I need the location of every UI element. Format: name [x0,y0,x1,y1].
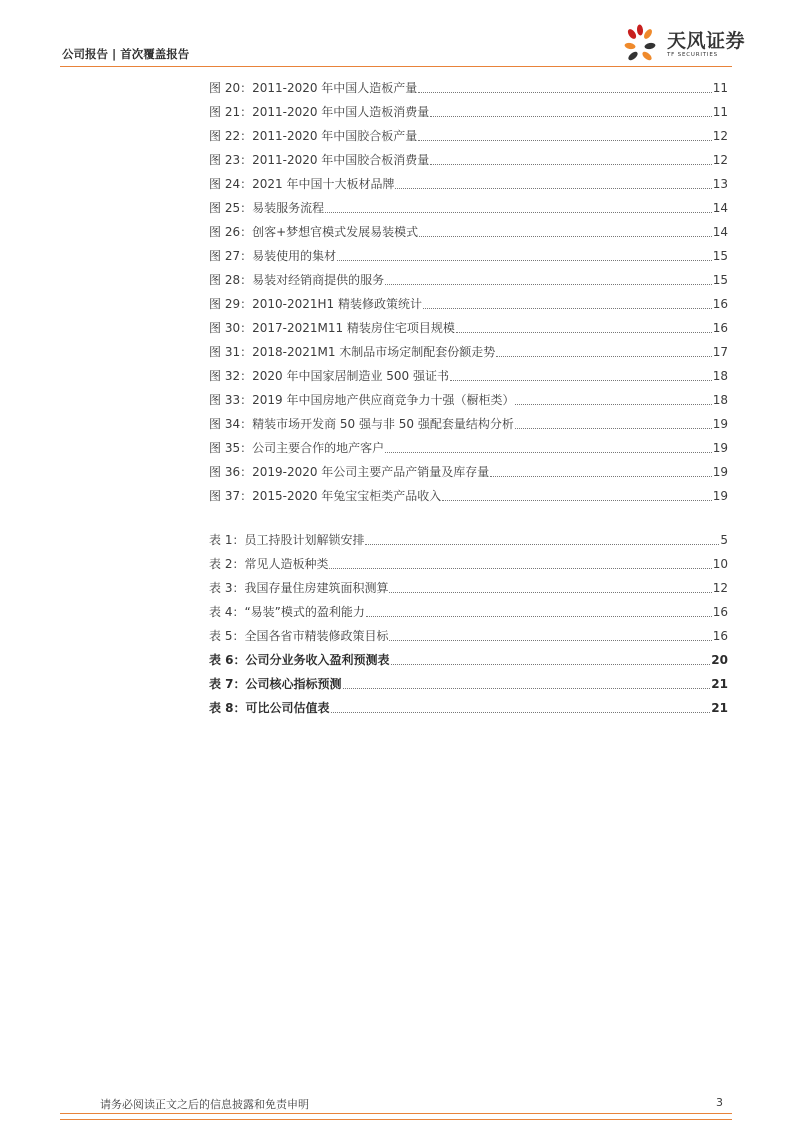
dot-leader [430,115,711,117]
page-number: 3 [716,1096,723,1109]
figure-toc-entry[interactable] [209,316,728,340]
figure-toc-page: 16 [712,321,728,335]
dot-leader [329,567,711,569]
dot-leader [450,379,712,381]
table-toc-page: 21 [711,701,728,715]
dot-leader [456,331,712,333]
dot-leader [385,451,712,453]
figure-toc-title: 图 29：2010-2021H1 精装修政策统计 [209,297,422,311]
figure-toc-entry[interactable] [209,388,728,412]
figure-toc-page: 18 [712,393,728,407]
dot-leader [385,283,712,285]
figure-toc-title: 图 27：易装使用的集材 [209,249,337,263]
figure-toc-title: 图 25：易装服务流程 [209,201,325,215]
petal-logo-icon [622,24,666,68]
figure-toc-page: 11 [712,81,728,95]
figure-toc-entry[interactable] [209,340,728,364]
table-toc-entry[interactable] [209,672,728,696]
table-toc-title: 表 8：可比公司估值表 [209,701,330,715]
figure-toc-page: 19 [712,417,728,431]
figure-toc-page: 12 [712,129,728,143]
dot-leader [430,163,711,165]
table-toc-title: 表 3：我国存量住房建筑面积测算 [209,581,389,595]
dot-leader [337,259,712,261]
table-index-list [209,528,728,720]
figure-toc-title: 图 23：2011-2020 年中国胶合板消费量 [209,153,430,167]
figure-toc-page: 15 [712,249,728,263]
header-divider [60,66,732,67]
figure-toc-title: 图 26：创客+梦想官模式发展易装模式 [209,225,419,239]
figure-toc-entry[interactable] [209,268,728,292]
figure-toc-page: 14 [712,225,728,239]
table-toc-page: 16 [712,605,728,619]
table-toc-title: 表 4：“易装”模式的盈利能力 [209,605,365,619]
dot-leader [418,139,711,141]
table-toc-entry[interactable] [209,600,728,624]
figure-toc-entry[interactable] [209,364,728,388]
dot-leader [395,187,711,189]
figure-toc-page: 19 [712,441,728,455]
figure-toc-page: 17 [712,345,728,359]
figure-toc-entry[interactable] [209,292,728,316]
figure-toc-page: 19 [712,465,728,479]
figure-toc-entry[interactable] [209,436,728,460]
figure-toc-entry[interactable] [209,76,728,100]
figure-toc-entry[interactable] [209,460,728,484]
dot-leader [343,687,711,689]
dot-leader [423,307,712,309]
figure-toc-title: 图 20：2011-2020 年中国人造板产量 [209,81,418,95]
dot-leader [490,475,711,477]
figure-toc-entry[interactable] [209,220,728,244]
table-toc-title: 表 2：常见人造板种类 [209,557,329,571]
figure-toc-page: 19 [712,489,728,503]
figure-toc-title: 图 33：2019 年中国房地产供应商竞争力十强（橱柜类） [209,393,515,407]
dot-leader [325,211,712,213]
dot-leader [365,543,719,545]
table-toc-entry[interactable] [209,624,728,648]
figure-toc-title: 图 30：2017-2021M11 精装房住宅项目规模 [209,321,455,335]
figure-index-list [209,76,728,508]
logo-name-en: TF SECURITIES [667,52,718,58]
table-toc-page: 10 [712,557,728,571]
dot-leader [515,403,711,405]
dot-leader [331,711,711,713]
figure-toc-title: 图 35：公司主要合作的地产客户 [209,441,385,455]
footer-divider-top [60,1113,732,1114]
dot-leader [366,615,712,617]
figure-toc-title: 图 37：2015-2020 年兔宝宝柜类产品收入 [209,489,442,503]
figure-toc-title: 图 36：2019-2020 年公司主要产品产销量及库存量 [209,465,490,479]
footer-divider-bottom [60,1119,732,1120]
figure-toc-page: 11 [712,105,728,119]
table-toc-entry[interactable] [209,528,728,552]
table-toc-title: 表 6：公司分业务收入盈利预测表 [209,653,390,667]
figure-toc-entry[interactable] [209,172,728,196]
figure-toc-page: 14 [712,201,728,215]
figure-toc-title: 图 31：2018-2021M1 木制品市场定制配套份额走势 [209,345,496,359]
figure-toc-entry[interactable] [209,412,728,436]
logo-name-cn: 天风证券 [667,30,746,52]
dot-leader [389,591,711,593]
figure-toc-entry[interactable] [209,100,728,124]
table-toc-title: 表 7：公司核心指标预测 [209,677,342,691]
dot-leader [391,663,711,665]
figure-toc-page: 13 [712,177,728,191]
figure-toc-entry[interactable] [209,148,728,172]
table-toc-entry[interactable] [209,648,728,672]
table-toc-page: 12 [712,581,728,595]
dot-leader [389,639,711,641]
figure-toc-title: 图 21：2011-2020 年中国人造板消费量 [209,105,430,119]
dot-leader [418,91,711,93]
figure-toc-page: 12 [712,153,728,167]
table-toc-page: 20 [711,653,728,667]
figure-toc-title: 图 34：精装市场开发商 50 强与非 50 强配套量结构分析 [209,417,514,431]
dot-leader [515,427,712,429]
figure-toc-title: 图 32：2020 年中国家居制造业 500 强证书 [209,369,449,383]
figure-toc-entry[interactable] [209,196,728,220]
footer-disclaimer: 请务必阅读正文之后的信息披露和免责申明 [100,1098,309,1111]
table-toc-title: 表 1：员工持股计划解锁安排 [209,533,365,547]
figure-toc-title: 图 28：易装对经销商提供的服务 [209,273,385,287]
dot-leader [496,355,711,357]
table-toc-page: 16 [712,629,728,643]
table-toc-entry[interactable] [209,552,728,576]
figure-toc-entry[interactable] [209,244,728,268]
figure-toc-title: 图 22：2011-2020 年中国胶合板产量 [209,129,418,143]
figure-toc-entry[interactable] [209,484,728,508]
figure-toc-entry[interactable] [209,124,728,148]
table-toc-title: 表 5：全国各省市精装修政策目标 [209,629,389,643]
report-header-label: 公司报告 | 首次覆盖报告 [62,47,190,61]
table-toc-page: 5 [720,533,728,547]
dot-leader [442,499,711,501]
figure-toc-page: 18 [712,369,728,383]
table-toc-page: 21 [711,677,728,691]
figure-toc-page: 16 [712,297,728,311]
table-toc-entry[interactable] [209,696,728,720]
figure-toc-title: 图 24：2021 年中国十大板材品牌 [209,177,395,191]
dot-leader [419,235,712,237]
company-logo [622,24,746,68]
table-toc-entry[interactable] [209,576,728,600]
figure-toc-page: 15 [712,273,728,287]
